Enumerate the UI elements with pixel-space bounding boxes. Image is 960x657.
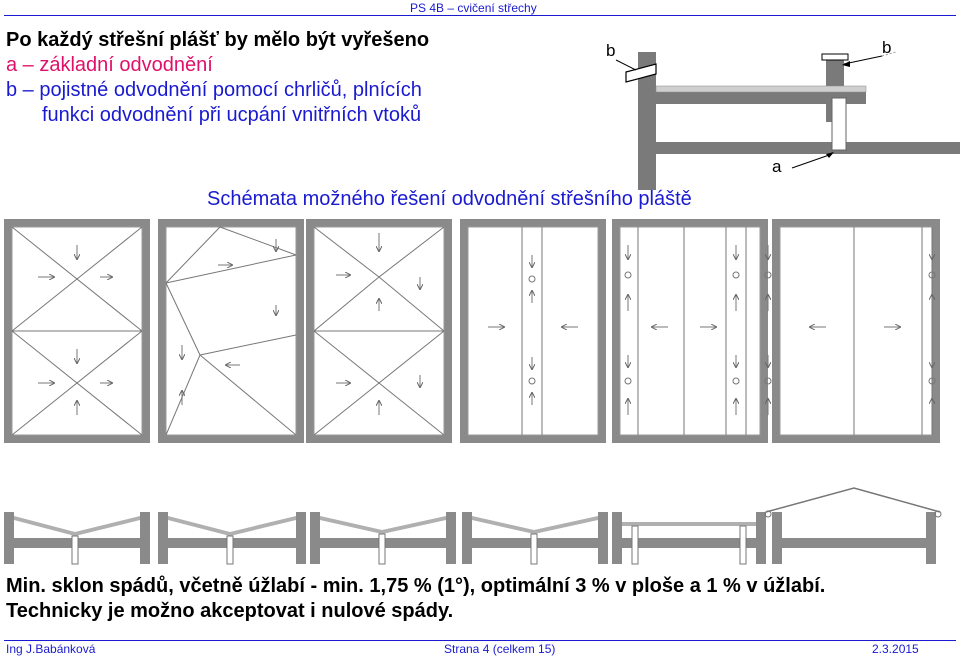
header-rule: [4, 15, 956, 16]
plan-5: [612, 219, 768, 443]
course-header: PS 4B – cvičení střechy: [410, 1, 537, 15]
title-line-3: [6, 78, 429, 103]
drainage-section-schemes: [0, 482, 960, 568]
detail-label-left-b: b: [606, 41, 616, 60]
footer-author: Ing J.Babánková: [6, 642, 96, 656]
scupper-leader-left: [616, 60, 636, 70]
section-2: [158, 512, 306, 564]
title-line-2-prefix: a –: [6, 54, 40, 76]
title-line-1: Po každý střešní plášť by mělo být vyřešeno: [6, 29, 430, 51]
drain-pipe: [832, 98, 846, 150]
title-line-4-text: funkci odvodnění při ucpání vnitřních vtoků: [42, 104, 422, 126]
section-1: [4, 512, 150, 564]
title-line-3-text: pojistné odvodnění: [39, 79, 208, 101]
footer-rule: [4, 640, 956, 641]
section-5: [612, 512, 766, 564]
title-line-2: [6, 53, 429, 78]
title-line-3-prefix: b –: [6, 79, 40, 101]
plan-2: [158, 219, 304, 443]
roof-detail-drawing: [596, 30, 960, 190]
roof-surface-layer: [656, 86, 866, 92]
leader-a: [792, 154, 832, 168]
title-line-4: [6, 103, 429, 128]
footnote: [6, 574, 825, 624]
detail-label-a: a: [772, 157, 782, 176]
detail-label-right-b: b: [882, 38, 892, 57]
section-6: [765, 488, 941, 564]
footnote-line-1: Min. sklon spádů, včetně úžlabí - min. 1,75 % (1°), optimální 3 % v ploše a 1 % v úžlabí.: [6, 575, 826, 597]
ceiling-slab: [656, 142, 960, 154]
title-line-3-suffix: pomocí chrličů, plnících: [207, 79, 422, 101]
schemes-heading: Schémata možného řešení odvodnění střešního pláště: [207, 188, 692, 210]
plan-3: [306, 219, 452, 443]
section-4: [462, 512, 608, 564]
plan-6: [765, 219, 940, 443]
right-parapet-cap: [822, 54, 848, 60]
footer-page: Strana 4 (celkem 15): [444, 642, 556, 656]
drainage-plan-schemes: [0, 215, 960, 455]
plan-1: [4, 219, 150, 443]
footer-date: 2.3.2015: [872, 642, 919, 656]
footnote-line-2: Technicky je možno akceptovat i nulové spády.: [6, 600, 454, 622]
title-block: [6, 28, 429, 128]
plan-4: [460, 219, 606, 443]
section-3: [310, 512, 456, 564]
title-line-2-text: základní odvodnění: [39, 54, 213, 76]
